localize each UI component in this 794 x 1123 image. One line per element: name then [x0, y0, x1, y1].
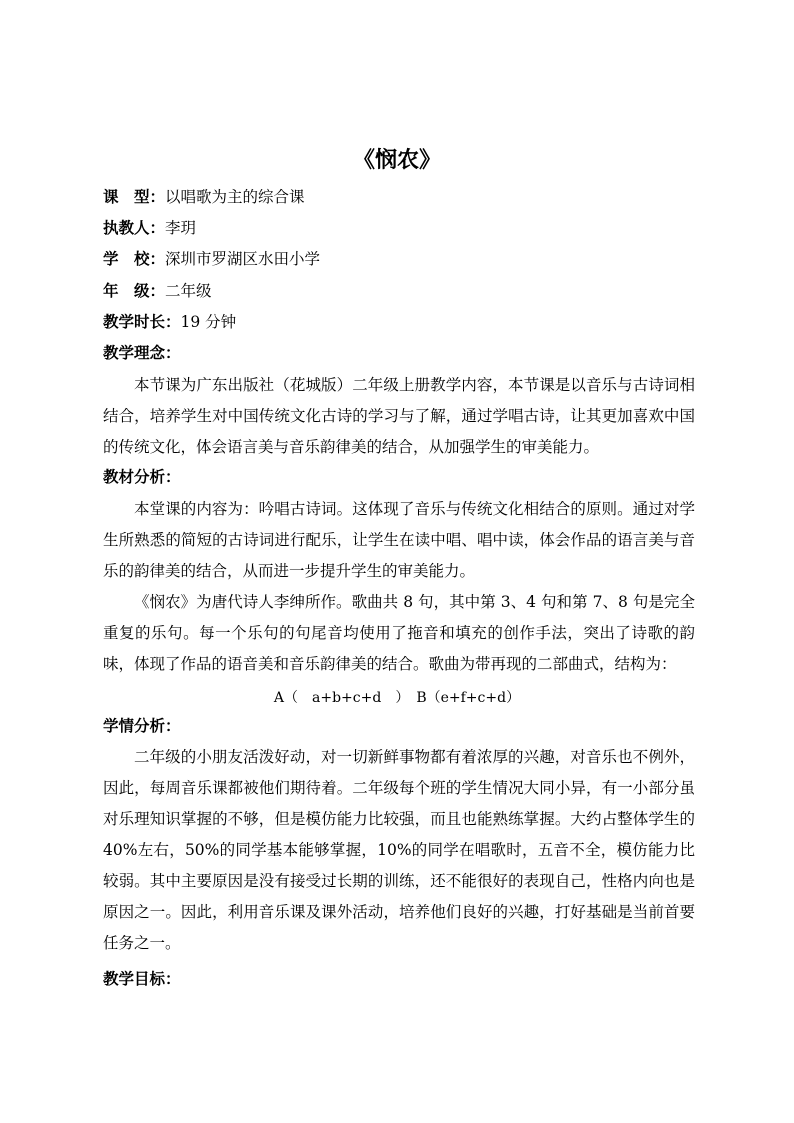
philosophy-paragraph: 本节课为广东出版社（花城版）二年级上册教学内容，本节课是以音乐与古诗词相结合，培养学生对中国传统文化古诗的学习与了解，通过学唱古诗，让其更加喜欢中国的传统文化，体会语言美与音乐韵律美的结合，从加强学生的审美能力。	[103, 376, 695, 456]
material-paragraph-2: 《悯农》为唐代诗人李绅所作。歌曲共 8 句，其中第 3、4 句和第 7、8 句是完全重复的乐句。每一个乐句的句尾音均使用了拖音和填充的创作手法，突出了诗歌的韵味，体现了作品的语音美和音乐韵律美的结合。歌曲为带再现的二部曲式，结构为：	[103, 593, 695, 673]
teacher-label: 执教人：	[103, 219, 166, 237]
philosophy-heading	[103, 343, 181, 363]
school-line	[103, 249, 320, 269]
teacher-value: 李玥	[165, 219, 197, 237]
duration-line	[103, 312, 236, 332]
duration-value: 19 分钟	[180, 313, 237, 331]
course-type-label: 课 型：	[103, 188, 166, 206]
objectives-heading	[103, 969, 181, 989]
students-heading-text: 学情分析：	[103, 717, 181, 735]
course-type-value: 以唱歌为主的综合课	[165, 188, 305, 206]
philosophy-heading-text: 教学理念：	[103, 344, 181, 362]
school-value: 深圳市罗湖区水田小学	[165, 250, 321, 268]
students-heading	[103, 716, 181, 736]
material-paragraph-1: 本堂课的内容为：吟唱古诗词。这体现了音乐与传统文化相结合的原则。通过对学生所熟悉的简短的古诗词进行配乐，让学生在读中唱、唱中读，体会作品的语言美与音乐的韵律美的结合，从而进一步提升学生的审美能力。	[103, 500, 695, 580]
structure-formula: A（ a+b+c+d ） B（e+f+c+d）	[273, 690, 521, 706]
objectives-heading-text: 教学目标：	[103, 970, 181, 988]
material-heading	[103, 467, 181, 487]
grade-line	[103, 281, 212, 301]
duration-label: 教学时长：	[103, 313, 181, 331]
grade-value: 二年级	[165, 282, 212, 300]
students-paragraph: 二年级的小朋友活泼好动，对一切新鲜事物都有着浓厚的兴趣，对音乐也不例外，因此，每周音乐课都被他们期待着。二年级每个班的学生情况大同小异，有一小部分虽对乐理知识掌握的不够，但是模仿能力比较强，而且也能熟练掌握。大约占整体学生的 40%左右，50%的同学基本能够掌握，10%的同学在唱歌时，五音不全，模仿能力比较弱。其中主要原因是没有接受过长期的训练，还不能很好的表现自己，性格内向也是原因之一。因此，利用音乐课及课外活动，培养他们良好的兴趣，打好基础是当前首要任务之一。	[103, 748, 695, 952]
teacher-line	[103, 218, 196, 238]
grade-label: 年 级：	[103, 282, 166, 300]
material-heading-text: 教材分析：	[103, 468, 181, 486]
page-title: 《悯农》	[352, 148, 441, 173]
school-label: 学 校：	[103, 250, 166, 268]
course-type-line	[103, 187, 305, 207]
